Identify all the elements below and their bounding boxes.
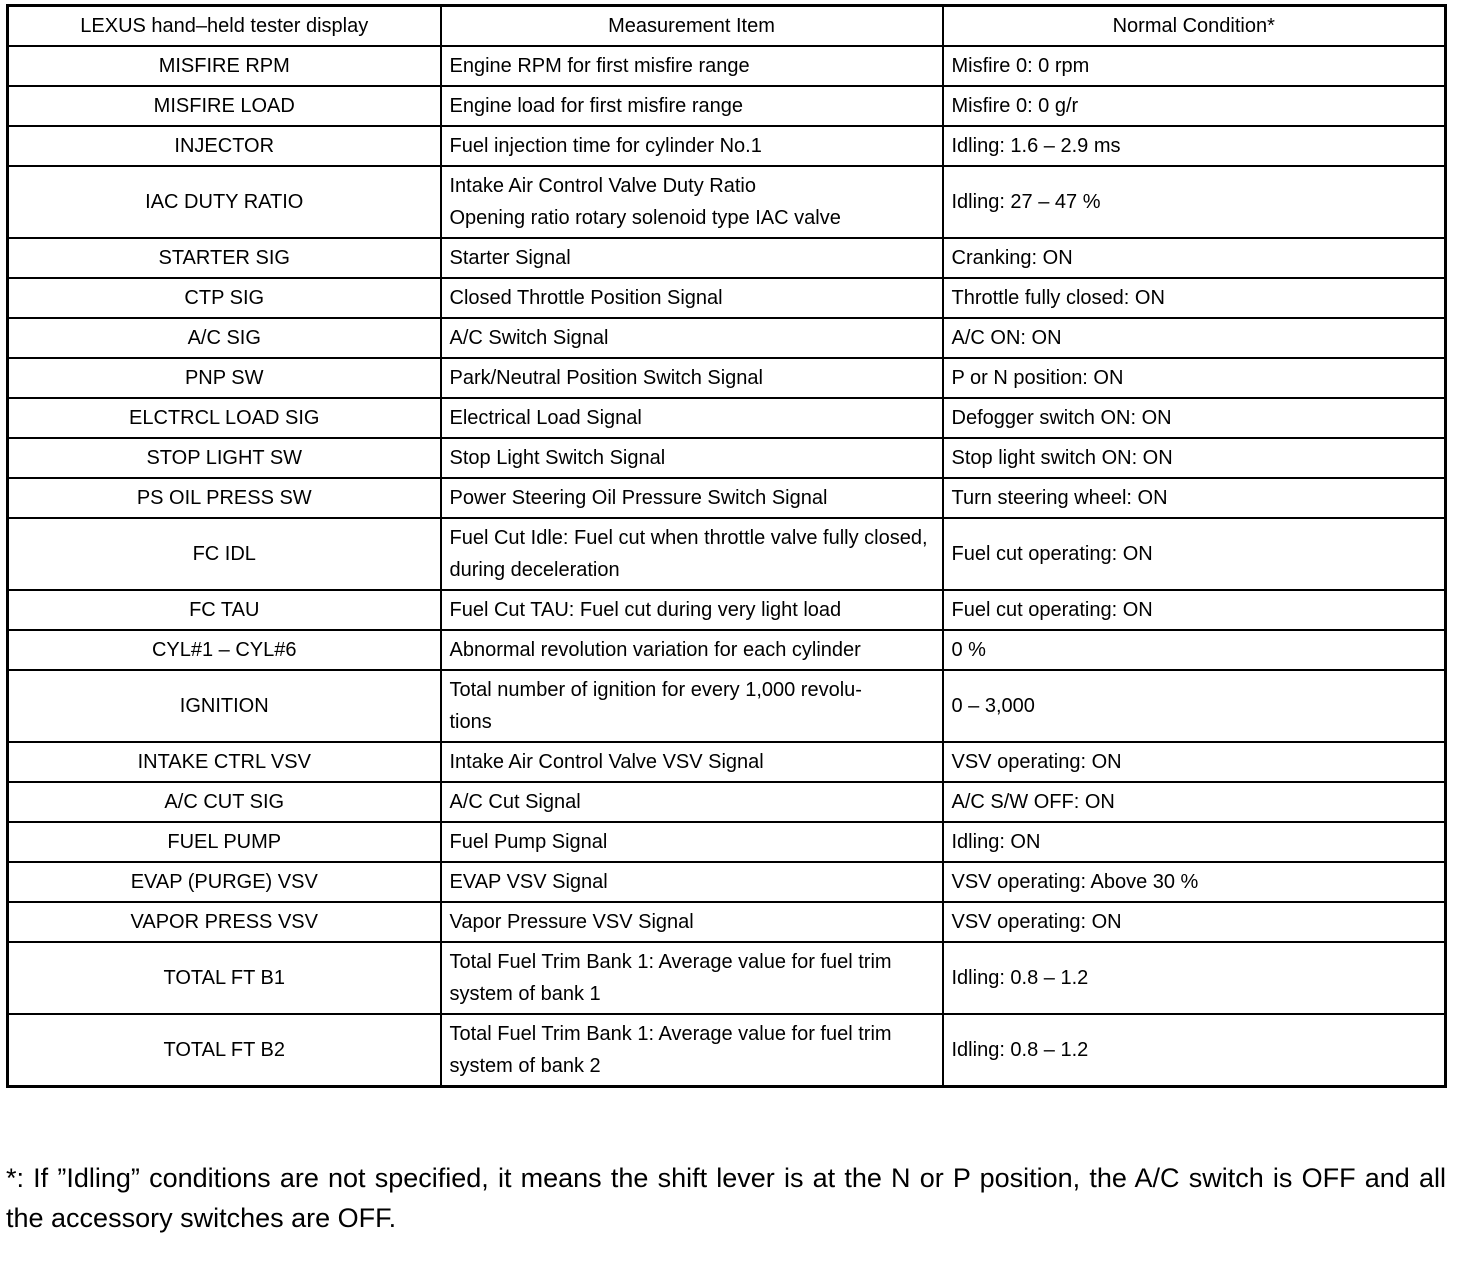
cell-display: PNP SW — [8, 358, 441, 398]
table-row — [8, 670, 1446, 742]
cell-measurement — [441, 670, 943, 742]
cell-condition: Defogger switch ON: ON — [943, 398, 1446, 438]
cell-condition: Turn steering wheel: ON — [943, 478, 1446, 518]
cell-measurement: Electrical Load Signal — [441, 398, 943, 438]
table-row — [8, 86, 1446, 126]
cell-measurement: Engine RPM for first misfire range — [441, 46, 943, 86]
cell-measurement: Fuel Cut TAU: Fuel cut during very light load — [441, 590, 943, 630]
cell-measurement: Fuel injection time for cylinder No.1 — [441, 126, 943, 166]
cell-measurement: Total Fuel Trim Bank 1: Average value for fuel trim system of bank 1 — [441, 942, 943, 1014]
cell-measurement: A/C Switch Signal — [441, 318, 943, 358]
cell-display: IGNITION — [8, 670, 441, 742]
cell-condition: Idling: 27 – 47 % — [943, 166, 1446, 238]
cell-display: EVAP (PURGE) VSV — [8, 862, 441, 902]
cell-display: A/C SIG — [8, 318, 441, 358]
cell-condition: VSV operating: ON — [943, 742, 1446, 782]
cell-condition: P or N position: ON — [943, 358, 1446, 398]
cell-display: INTAKE CTRL VSV — [8, 742, 441, 782]
table-row — [8, 590, 1446, 630]
footnote: *: If ”Idling” conditions are not specified, it means the shift lever is at the N or P position, the A/C switch is OFF and all the accessory switches are OFF. — [6, 1163, 1446, 1233]
cell-condition: Idling: 0.8 – 1.2 — [943, 1014, 1446, 1087]
cell-display: FC TAU — [8, 590, 441, 630]
cell-display: IAC DUTY RATIO — [8, 166, 441, 238]
cell-measurement: Total Fuel Trim Bank 1: Average value for fuel trim system of bank 2 — [441, 1014, 943, 1087]
header-condition: Normal Condition* — [943, 6, 1446, 47]
table-row — [8, 478, 1446, 518]
cell-display: MISFIRE LOAD — [8, 86, 441, 126]
cell-condition: VSV operating: Above 30 % — [943, 862, 1446, 902]
cell-condition: Idling: 0.8 – 1.2 — [943, 942, 1446, 1014]
table-row — [8, 398, 1446, 438]
cell-display: PS OIL PRESS SW — [8, 478, 441, 518]
cell-measurement: Fuel Pump Signal — [441, 822, 943, 862]
table-row — [8, 278, 1446, 318]
table-row — [8, 630, 1446, 670]
cell-measurement: Power Steering Oil Pressure Switch Signal — [441, 478, 943, 518]
cell-display: TOTAL FT B1 — [8, 942, 441, 1014]
table-row — [8, 46, 1446, 86]
cell-measurement: Closed Throttle Position Signal — [441, 278, 943, 318]
cell-condition: Misfire 0: 0 g/r — [943, 86, 1446, 126]
cell-display: FC IDL — [8, 518, 441, 590]
cell-display: TOTAL FT B2 — [8, 1014, 441, 1087]
cell-measurement: Intake Air Control Valve VSV Signal — [441, 742, 943, 782]
cell-measurement — [441, 166, 943, 238]
cell-display: FUEL PUMP — [8, 822, 441, 862]
cell-condition: A/C ON: ON — [943, 318, 1446, 358]
cell-condition: Misfire 0: 0 rpm — [943, 46, 1446, 86]
cell-display: STARTER SIG — [8, 238, 441, 278]
table-row — [8, 862, 1446, 902]
cell-condition: Throttle fully closed: ON — [943, 278, 1446, 318]
cell-measurement: Fuel Cut Idle: Fuel cut when throttle valve fully closed, during deceleration — [441, 518, 943, 590]
cell-condition: VSV operating: ON — [943, 902, 1446, 942]
cell-display: A/C CUT SIG — [8, 782, 441, 822]
cell-display: CYL#1 – CYL#6 — [8, 630, 441, 670]
table-row — [8, 782, 1446, 822]
header-display: LEXUS hand–held tester display — [8, 6, 441, 47]
table-header-row — [8, 6, 1446, 47]
cell-display: INJECTOR — [8, 126, 441, 166]
cell-condition: 0 % — [943, 630, 1446, 670]
data-list-table-container — [6, 4, 1444, 1088]
cell-measurement: A/C Cut Signal — [441, 782, 943, 822]
table-row — [8, 318, 1446, 358]
table-row — [8, 166, 1446, 238]
table-row — [8, 358, 1446, 398]
cell-display: STOP LIGHT SW — [8, 438, 441, 478]
cell-measurement: Starter Signal — [441, 238, 943, 278]
table-row — [8, 518, 1446, 590]
cell-condition: Idling: 1.6 – 2.9 ms — [943, 126, 1446, 166]
cell-condition: Fuel cut operating: ON — [943, 518, 1446, 590]
cell-condition: 0 – 3,000 — [943, 670, 1446, 742]
cell-measurement-text: Intake Air Control Valve Duty Ratio Opening ratio rotary solenoid type IAC valve — [449, 175, 841, 229]
header-measurement: Measurement Item — [441, 6, 943, 47]
cell-measurement: EVAP VSV Signal — [441, 862, 943, 902]
cell-display: CTP SIG — [8, 278, 441, 318]
cell-measurement-text: Total number of ignition for every 1,000 revolu- tions — [449, 679, 862, 733]
cell-condition: Fuel cut operating: ON — [943, 590, 1446, 630]
cell-measurement: Stop Light Switch Signal — [441, 438, 943, 478]
data-list-table — [6, 4, 1447, 1088]
cell-measurement: Abnormal revolution variation for each cylinder — [441, 630, 943, 670]
cell-measurement: Vapor Pressure VSV Signal — [441, 902, 943, 942]
cell-measurement: Engine load for first misfire range — [441, 86, 943, 126]
table-row — [8, 438, 1446, 478]
cell-display: MISFIRE RPM — [8, 46, 441, 86]
cell-condition: A/C S/W OFF: ON — [943, 782, 1446, 822]
cell-condition: Cranking: ON — [943, 238, 1446, 278]
table-row — [8, 742, 1446, 782]
table-row — [8, 822, 1446, 862]
table-row — [8, 126, 1446, 166]
table-row — [8, 238, 1446, 278]
cell-measurement: Park/Neutral Position Switch Signal — [441, 358, 943, 398]
table-row — [8, 942, 1446, 1014]
table-row — [8, 902, 1446, 942]
cell-condition: Idling: ON — [943, 822, 1446, 862]
cell-condition: Stop light switch ON: ON — [943, 438, 1446, 478]
cell-display: ELCTRCL LOAD SIG — [8, 398, 441, 438]
table-row — [8, 1014, 1446, 1087]
cell-display: VAPOR PRESS VSV — [8, 902, 441, 942]
